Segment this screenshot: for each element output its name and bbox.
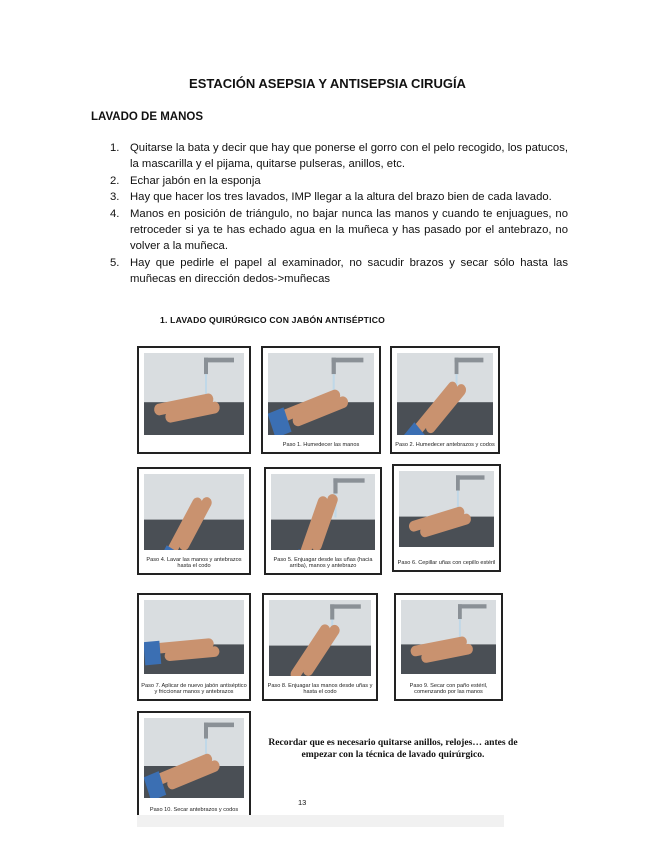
panel-caption: Paso 5. Enjuagar desde las uñas (hacia arriba), manos y antebrazo [273,556,373,570]
photo-panel-5 [392,464,501,572]
panel-caption: Paso 6. Cepillar uñas con cepillo estéril [397,560,496,567]
panel-caption: Paso 8. Enjuagar las manos desde uñas y hasta el codo [267,682,373,696]
faucet-spout-icon [455,358,459,374]
faucet-icon [204,723,234,728]
step-text: Hay que pedirle el papel al examinador, no sacudir brazos y secar sólo hasta las muñecas en dirección dedos->muñecas [130,256,568,286]
faucet-icon [333,478,364,482]
faucet-icon [204,358,234,363]
photo-illustration [271,474,375,550]
photo-panel-9 [137,711,251,819]
photo-illustration [144,718,244,798]
photo-illustration [269,600,371,676]
photo-panel-3 [137,467,251,575]
photo-panel-2 [390,346,500,454]
page-title: ESTACIÓN ASEPSIA Y ANTISEPSIA CIRUGÍA [189,76,466,91]
photo-illustration [401,600,496,674]
step-text: Quitarse la bata y decir que hay que ponerse el gorro con el pelo recogido, los patucos, la mascarilla y el pijama, quitarse pulseras, anillos, etc. [130,142,568,171]
photo-panel-7 [262,593,378,701]
photo-step-6 [399,471,494,547]
step-number: 3. [110,191,120,204]
reminder-note: Recordar que es necesario quitarse anillos, relojes… antes de empezar con la técnica de lavado quirúrgico. [268,737,518,760]
photo-panel-8 [394,593,503,701]
steps-list [110,140,568,288]
faucet-icon [330,604,361,608]
figure-title: 1. LAVADO QUIRÚRGICO CON JABÓN ANTISÉPTICO [160,315,386,325]
faucet-spout-icon [332,358,336,374]
panel-caption: Paso 1. Humedecer las manos [282,442,360,449]
faucet-spout-icon [456,475,460,490]
step-number: 5. [110,256,120,269]
photo-step-4 [144,474,244,550]
photo-step-1 [268,353,374,435]
faucet-icon [332,358,364,363]
step-text: Echar jabón en la esponja [130,174,261,187]
photo-step-9 [401,600,496,674]
photo-illustration [144,353,244,435]
photo-illustration [268,353,374,435]
photo-illustration [397,353,493,435]
faucet-spout-icon [458,604,462,619]
photo-step-10 [144,718,244,798]
step-text: Manos en posición de triángulo, no bajar nunca las manos y cuando te enjuagues, no retroceder si ya te has echado agua en la muñeca y has pasado por el antebrazo, no volver a la muñeca. [130,207,568,253]
faucet-spout-icon [204,723,208,739]
step-number: 4. [110,207,120,220]
step-number: 2. [110,174,120,187]
faucet-spout-icon [204,358,208,374]
panel-caption: Paso 2. Humedecer antebrazos y codos [395,442,495,449]
photo-step-8 [269,600,371,676]
photo-panel-1 [261,346,381,454]
list-item [110,189,568,205]
faucet-icon [458,604,487,608]
photo-panel-0 [137,346,251,454]
panel-caption: Paso 4. Lavar las manos y antebrazos hasta el codo [146,556,242,570]
figure-bottom-shade [137,815,504,827]
panel-caption: Paso 7. Aplicar de nuevo jabón antiséptico y friccionar manos y antebrazos [141,682,247,696]
panel-caption: Paso 9. Secar con paño estéril, comenzando por las manos [409,682,488,696]
step-number: 1. [110,142,120,154]
page-number: 13 [298,798,307,807]
photo-panel-6 [137,593,251,701]
list-item [110,255,568,288]
photo-step-5 [271,474,375,550]
faucet-spout-icon [333,478,337,493]
step-text: Hay que hacer los tres lavados, IMP llegar a la altura del brazo bien de cada lavado. [130,191,552,204]
panel-caption: Paso 10. Secar antebrazos y codos [149,807,239,814]
photo-illustration [144,474,244,550]
faucet-icon [456,475,485,479]
list-item [110,140,568,173]
photo-panel-4 [264,467,382,575]
photo-step-2 [397,353,493,435]
faucet-icon [455,358,484,363]
photo-step-7 [144,600,244,674]
faucet-spout-icon [330,604,334,619]
photo-illustration [399,471,494,547]
photo-illustration [144,600,244,674]
section-heading: LAVADO DE MANOS [91,111,204,123]
sleeve-icon [144,641,161,666]
photo-hands-under-faucet [144,353,244,435]
list-item [110,173,568,189]
list-item [110,206,568,255]
